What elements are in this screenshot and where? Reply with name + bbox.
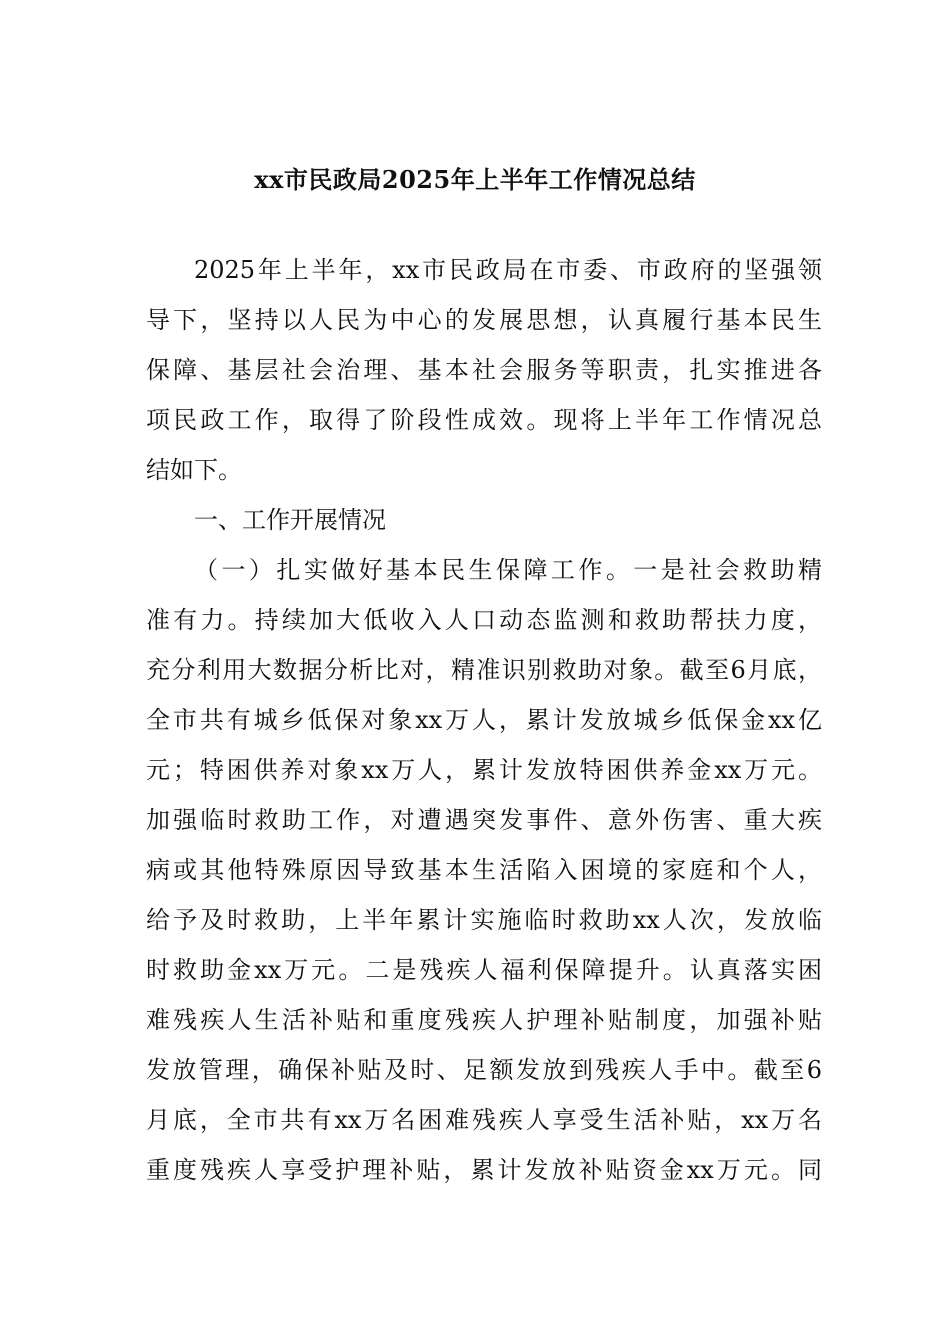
paragraph-line: 结如下。 [146,456,242,484]
document-title: xx市民政局2025年上半年工作情况总结 [254,165,696,194]
paragraph-line: 2025年上半年，xx市民政局在市委、市政府的坚强领 [194,256,822,284]
paragraph-line: 充分利用大数据分析比对，精准识别救助对象。截至6月底， [146,656,822,684]
paragraph-line: 准有力。持续加大低收入人口动态监测和救助帮扶力度， [146,606,822,634]
paragraph-line: 全市共有城乡低保对象xx万人，累计发放城乡低保金xx亿 [146,706,822,734]
paragraph-line: 月底，全市共有xx万名困难残疾人享受生活补贴，xx万名 [146,1106,822,1134]
paragraph-line: 时救助金xx万元。二是残疾人福利保障提升。认真落实困 [146,956,822,984]
paragraph-line: 难残疾人生活补贴和重度残疾人护理补贴制度，加强补贴 [146,1006,822,1034]
paragraph-line: 给予及时救助，上半年累计实施临时救助xx人次，发放临 [146,906,822,934]
paragraph-line: 重度残疾人享受护理补贴，累计发放补贴资金xx万元。同 [146,1156,822,1184]
paragraph-line: （一）扎实做好基本民生保障工作。一是社会救助精 [194,556,822,584]
section-heading: 一、工作开展情况 [194,506,386,534]
paragraph-line: 加强临时救助工作，对遭遇突发事件、意外伤害、重大疾 [146,806,822,834]
paragraph-line: 元；特困供养对象xx万人，累计发放特困供养金xx万元。 [146,756,822,784]
paragraph-line: 发放管理，确保补贴及时、足额发放到残疾人手中。截至6 [146,1056,822,1084]
paragraph-line: 导下，坚持以人民为中心的发展思想，认真履行基本民生 [146,306,822,334]
paragraph-line: 病或其他特殊原因导致基本生活陷入困境的家庭和个人， [146,856,822,884]
paragraph-line: 保障、基层社会治理、基本社会服务等职责，扎实推进各 [146,356,822,384]
paragraph-line: 项民政工作，取得了阶段性成效。现将上半年工作情况总 [146,406,822,434]
